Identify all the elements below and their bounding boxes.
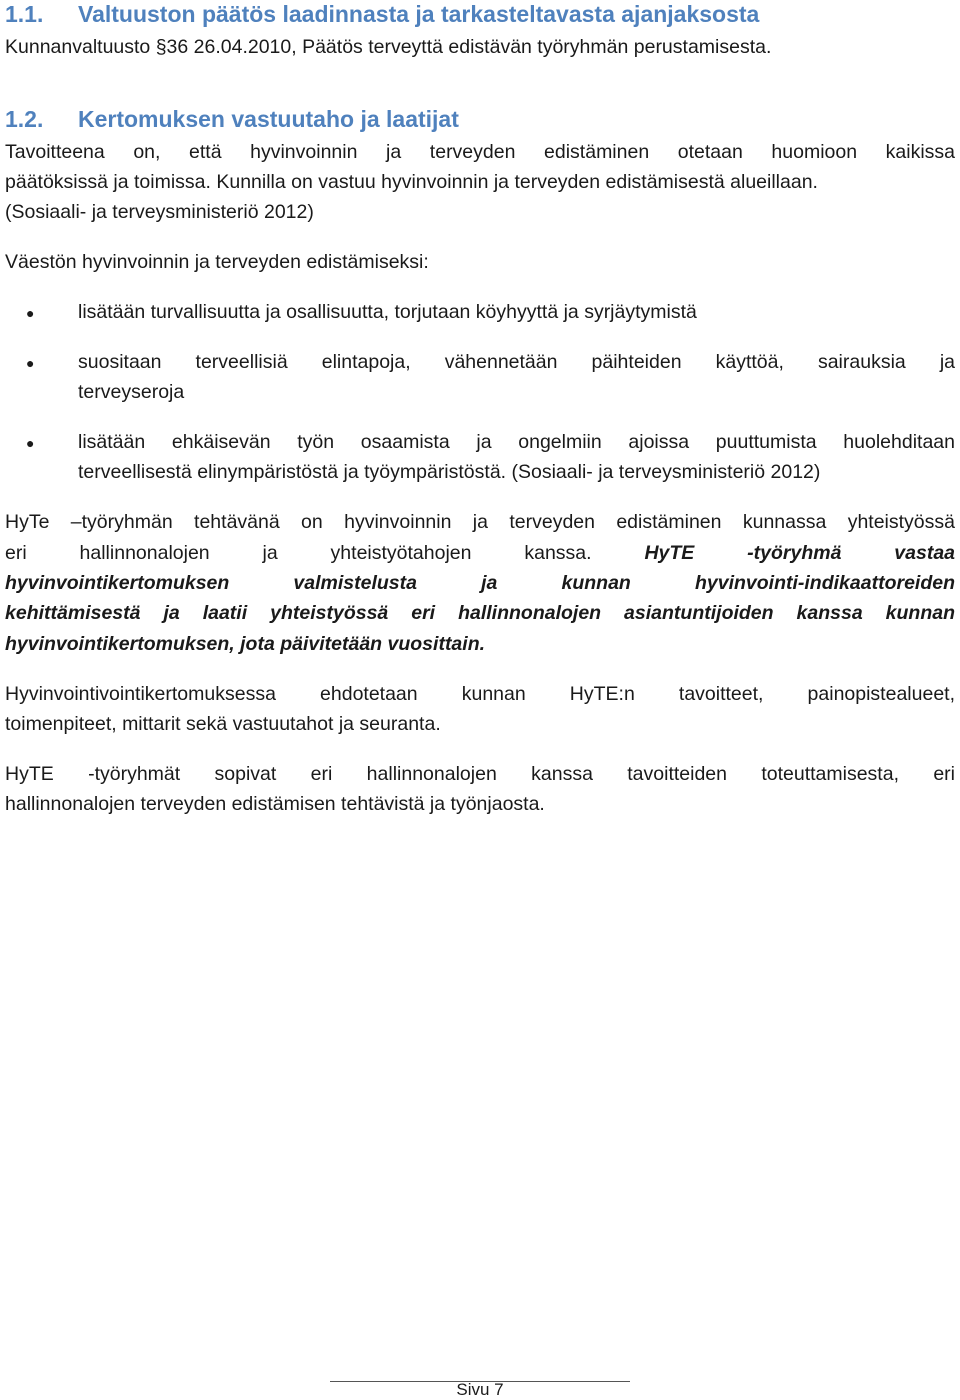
paragraph-line: HyTe –työryhmän tehtävänä on hyvinvoinnin ja terveyden edistäminen kunnassa yhteistyössä <box>5 511 955 533</box>
list-item: lisätään ehkäisevän työn osaamista ja ongelmiin ajoissa puuttumista huolehditaan <box>78 431 955 453</box>
emphasis-line: hyvinvointikertomuksen valmistelusta ja kunnan hyvinvointi-indikaattoreiden <box>5 572 955 594</box>
emphasis-line: kehittämisestä ja laatii yhteistyössä eri hallinnonalojen asiantuntijoiden kanssa kunnan <box>5 602 955 624</box>
paragraph-text: eri hallinnonalojen ja yhteistyötahojen kanssa. <box>5 542 592 564</box>
emphasis-line: hyvinvointikertomuksen, jota päivitetään vuosittain. <box>5 633 486 655</box>
page-number: Sivu 7 <box>456 1380 504 1399</box>
list-item: suositaan terveellisiä elintapoja, vähennetään päihteiden käyttöä, sairauksia ja <box>78 351 955 373</box>
list-intro: Väestön hyvinvoinnin ja terveyden edistämiseksi: <box>5 251 429 273</box>
paragraph-line: Hyvinvointivointikertomuksessa ehdotetaan kunnan HyTE:n tavoitteet, painopistealueet, <box>5 683 955 705</box>
bullet-icon: ● <box>26 305 35 321</box>
paragraph-line <box>5 541 955 565</box>
paragraph-line: Tavoitteena on, että hyvinvoinnin ja terveyden edistäminen otetaan huomioon kaikissa <box>5 141 955 163</box>
paragraph-line: Kunnanvaltuusto §36 26.04.2010, Päätös terveyttä edistävän työryhmän perustamisesta. <box>5 36 772 58</box>
heading-title: Kertomuksen vastuutaho ja laatijat <box>78 106 459 132</box>
bullet-icon: ● <box>26 355 35 371</box>
heading-number: 1.1. <box>5 1 44 27</box>
paragraph-line: HyTE -työryhmät sopivat eri hallinnonalojen kanssa tavoitteiden toteuttamisesta, eri <box>5 763 955 785</box>
heading-title: Valtuuston päätös laadinnasta ja tarkasteltavasta ajanjaksosta <box>78 1 760 27</box>
paragraph-line: päätöksissä ja toimissa. Kunnilla on vastuu hyvinvoinnin ja terveyden edistämisestä alueillaan. <box>5 171 818 193</box>
list-item: lisätään turvallisuutta ja osallisuutta, torjutaan köyhyyttä ja syrjäytymistä <box>78 301 697 323</box>
bullet-icon: ● <box>26 435 35 451</box>
list-item-continuation: terveellisestä elinympäristöstä ja työympäristöstä. (Sosiaali- ja terveysministeriö 2012) <box>78 461 821 483</box>
list-item-continuation: terveyseroja <box>78 381 185 403</box>
heading-number: 1.2. <box>5 106 44 132</box>
heading-1-2 <box>5 105 459 133</box>
heading-1-1 <box>5 0 759 28</box>
paragraph-line: (Sosiaali- ja terveysministeriö 2012) <box>5 201 314 223</box>
paragraph-line: hallinnonalojen terveyden edistämisen tehtävistä ja työnjaosta. <box>5 793 545 815</box>
paragraph-line: toimenpiteet, mittarit sekä vastuutahot ja seuranta. <box>5 713 441 735</box>
emphasis-text: HyTE -työryhmä vastaa <box>644 542 956 564</box>
